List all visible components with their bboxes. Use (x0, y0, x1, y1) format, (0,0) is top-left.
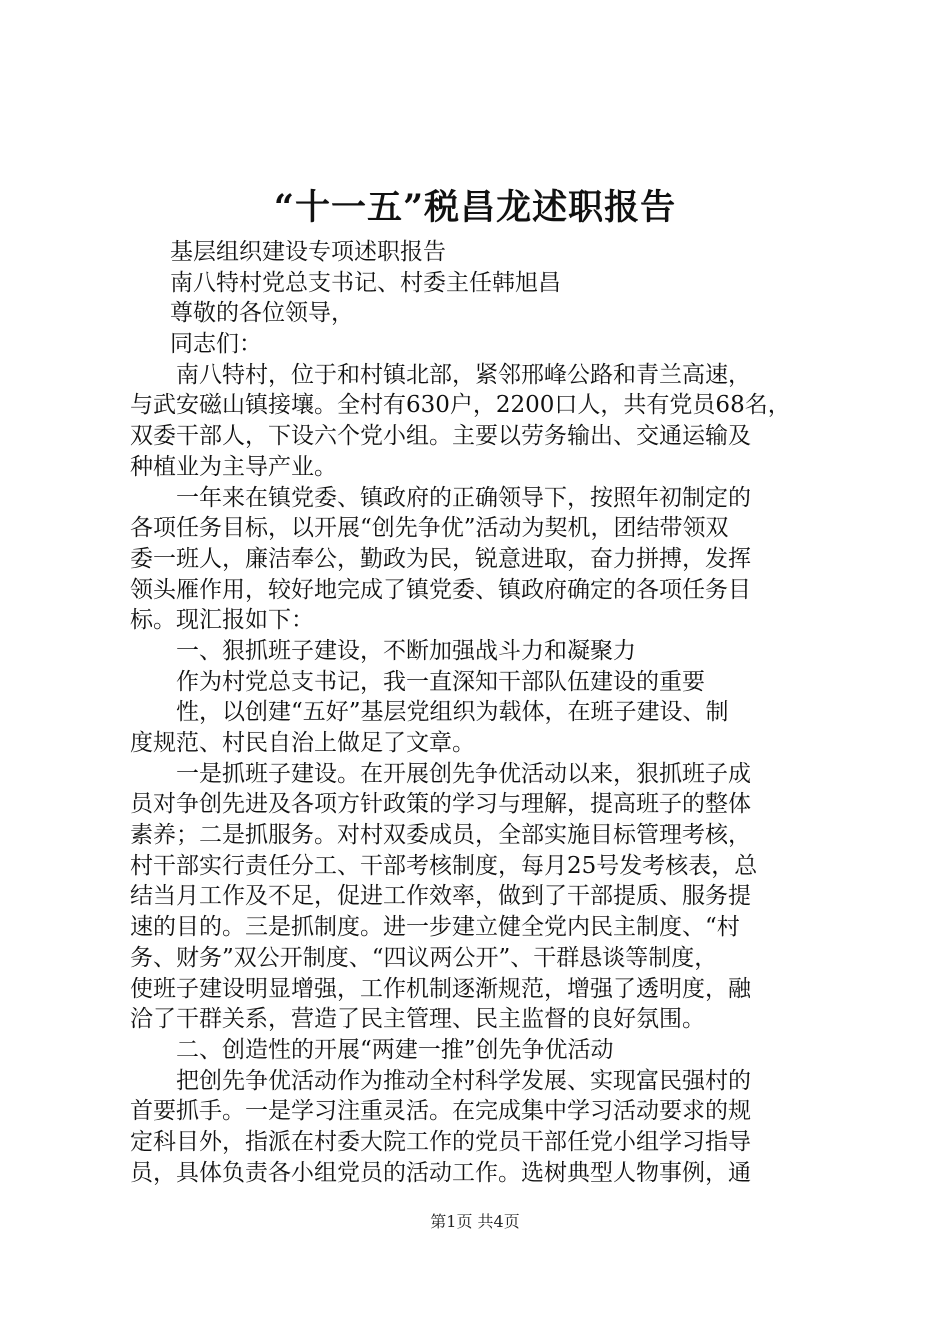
text-line: 一年来在镇党委、镇政府的正确领导下，按照年初制定的 (176, 484, 751, 511)
text-line: 员，具体负责各小组党员的活动工作。选树典型人物事例，通 (130, 1159, 751, 1186)
text-line: 首要抓手。一是学习注重灵活。在完成集中学习活动要求的规 (130, 1098, 751, 1125)
text-line: 洽了干群关系，营造了民主管理、民主监督的良好氛围。 (130, 1006, 705, 1033)
text-line: 使班子建设明显增强，工作机制逐渐规范，增强了透明度，融 (130, 975, 751, 1002)
text-line: 与武安磁山镇接壤。全村有630户，2200口人，共有党员68名， (130, 392, 791, 419)
text-line: 村干部实行责任分工、干部考核制度，每月25号发考核表，总 (130, 852, 758, 879)
text-line: 标。现汇报如下： (130, 607, 314, 634)
text-line: 作为村党总支书记，我一直深知干部队伍建设的重要 (176, 668, 705, 695)
text-line: 南八特村，位于和村镇北部，紧邻邢峰公路和青兰高速， (176, 361, 751, 388)
page-footer: 第1页 共4页 (430, 1212, 520, 1231)
text-line: 双委干部人，下设六个党小组。主要以劳务输出、交通运输及 (130, 423, 751, 450)
text-line: 一、狠抓班子建设，不断加强战斗力和凝聚力 (176, 637, 636, 664)
text-line: 速的目的。三是抓制度。进一步建立健全党内民主制度、“村 (130, 914, 740, 941)
text-line: 二、创造性的开展“两建一推”创先争优活动 (176, 1036, 614, 1063)
text-line: 一是抓班子建设。在开展创先争优活动以来，狠抓班子成 (176, 760, 751, 787)
text-line: 尊敬的各位领导， (170, 300, 354, 327)
text-line: 素养；二是抓服务。对村双委成员，全部实施目标管理考核， (130, 822, 751, 849)
text-line: 员对争创先进及各项方针政策的学习与理解，提高班子的整体 (130, 791, 751, 818)
text-line: 性，以创建“五好”基层党组织为载体，在班子建设、制 (176, 699, 729, 726)
text-line: 定科目外，指派在村委大院工作的党员干部任党小组学习指导 (130, 1128, 751, 1155)
text-line: 基层组织建设专项述职报告 (170, 239, 446, 265)
text-line: 同志们： (170, 331, 262, 358)
text-line: 委一班人，廉洁奉公，勤政为民，锐意进取，奋力拼搏，发挥 (130, 545, 751, 572)
text-line: 各项任务目标，以开展“创先争优”活动为契机，团结带领双 (130, 515, 729, 542)
text-line: 领头雁作用，较好地完成了镇党委、镇政府确定的各项任务目 (130, 576, 751, 603)
document-body (130, 237, 830, 1188)
text-line: 种植业为主导产业。 (130, 453, 337, 480)
text-line: 把创先争优活动作为推动全村科学发展、实现富民强村的 (176, 1067, 751, 1094)
text-line: 结当月工作及不足，促进工作效率，做到了干部提质、服务提 (130, 883, 751, 910)
text-line: 务、财务”双公开制度、“四议两公开”、干群恳谈等制度， (130, 944, 718, 971)
text-line: 度规范、村民自治上做足了文章。 (130, 730, 475, 756)
document-title: “十一五”税昌龙述职报告 (273, 187, 677, 228)
text-line: 南八特村党总支书记、村委主任韩旭昌 (170, 269, 561, 296)
